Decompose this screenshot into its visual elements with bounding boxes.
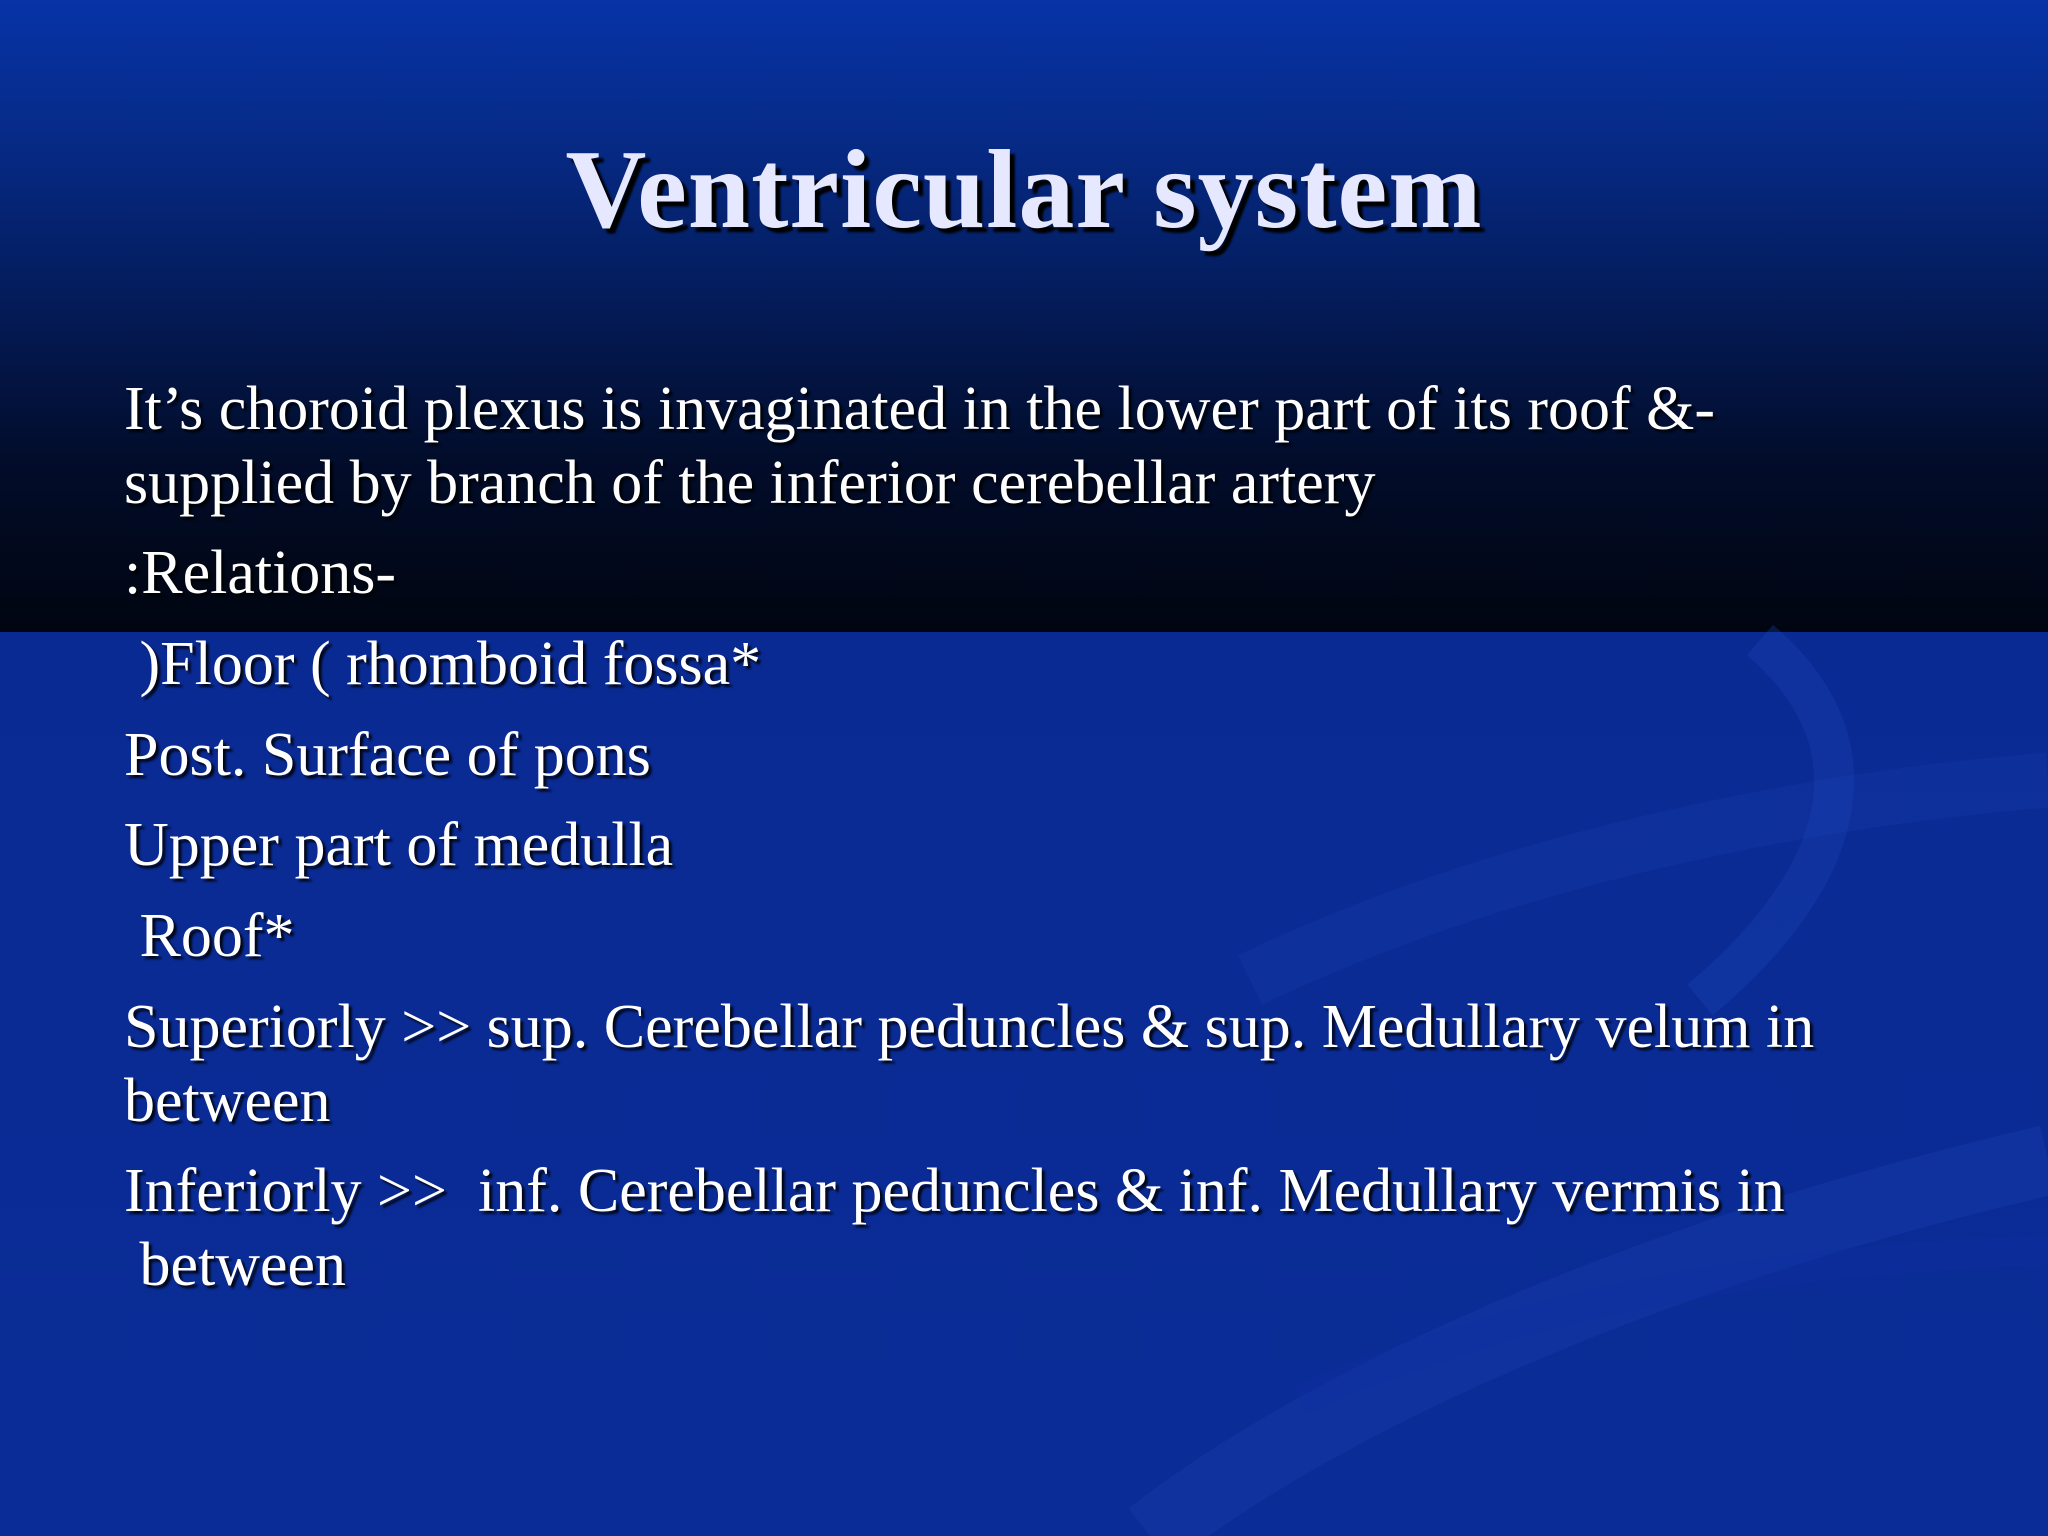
body-line-5: Post. Surface of pons (124, 721, 651, 789)
body-line-2: supplied by branch of the inferior cerebellar artery (124, 449, 1376, 517)
body-line-6: Upper part of medulla (124, 811, 674, 879)
body-line-8: Superiorly >> sup. Cerebellar peduncles & sup. Medullary velum in (124, 993, 1815, 1061)
body-line-10: Inferiorly >> inf. Cerebellar peduncles & inf. Medullary vermis in (124, 1157, 1785, 1225)
body-line-3: :Relations- (124, 539, 397, 607)
body-line-9: between (124, 1067, 331, 1135)
body-line-7: Roof* (124, 902, 295, 970)
body-line-11: between (124, 1231, 347, 1299)
body-line-1: It’s choroid plexus is invaginated in the lower part of its roof &- (124, 375, 1715, 443)
body-line-4: )Floor ( rhomboid fossa* (124, 630, 762, 698)
slide-title: Ventricular system (565, 128, 1483, 252)
